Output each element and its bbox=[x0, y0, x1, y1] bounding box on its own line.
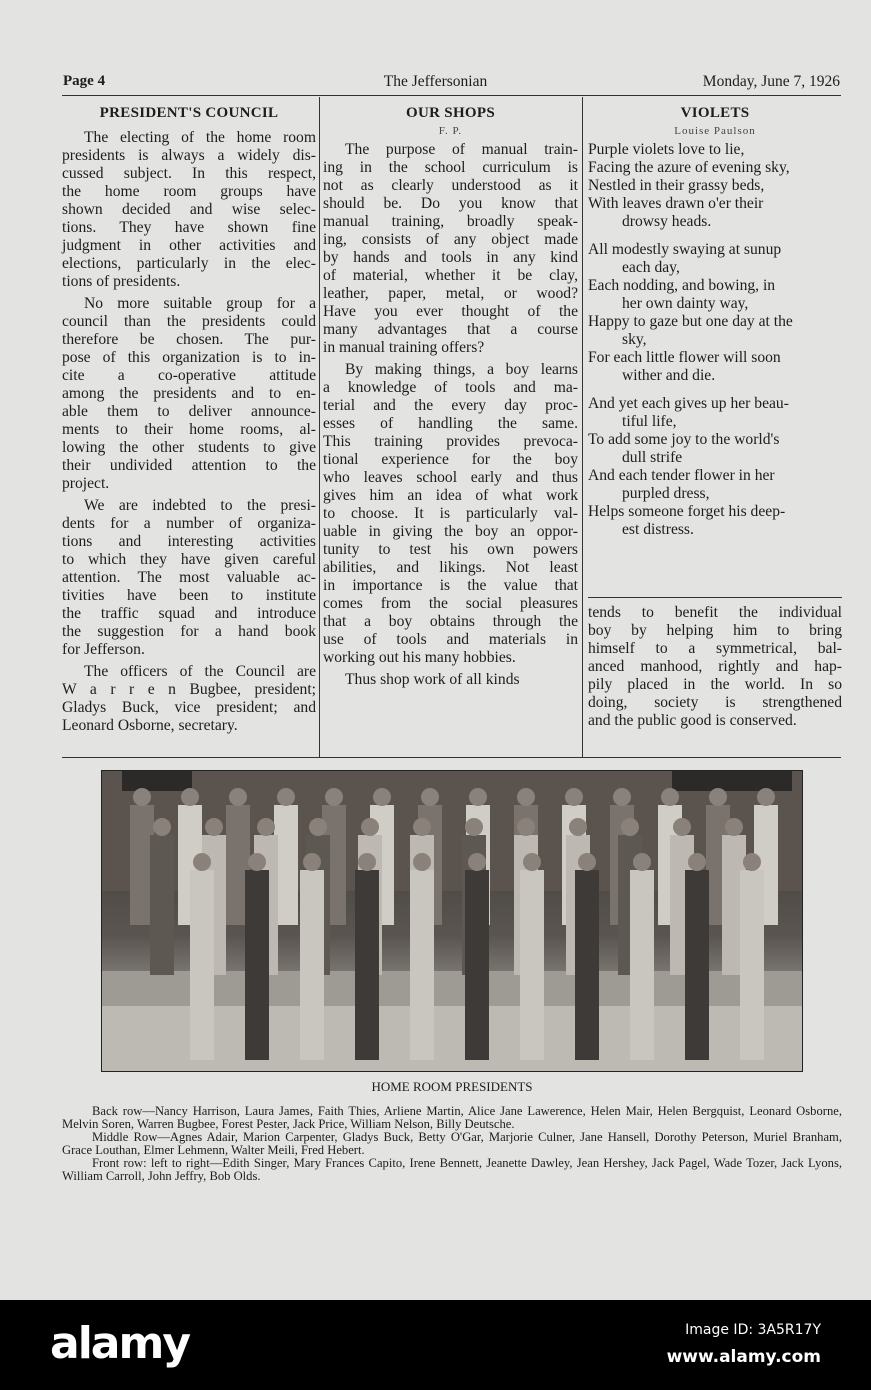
photo-caption bbox=[62, 1105, 842, 1183]
person-head bbox=[248, 853, 266, 871]
person-head bbox=[361, 818, 379, 836]
alamy-logo: alamy bbox=[50, 1318, 189, 1369]
text-line: himself to a symmetrical, bal- bbox=[588, 640, 842, 657]
issue-date: Monday, June 7, 1926 bbox=[702, 73, 840, 90]
person-head bbox=[523, 853, 541, 871]
text-line: lowing the other students to give bbox=[62, 439, 316, 456]
paragraph bbox=[323, 141, 578, 357]
text-line: project. bbox=[62, 475, 110, 492]
text-line: The purpose of manual train- bbox=[345, 141, 578, 158]
text-line: Happy to gaze but one day at the bbox=[588, 313, 793, 330]
paragraph bbox=[323, 671, 578, 689]
text-line: tiful life, bbox=[622, 413, 677, 430]
person-head bbox=[725, 818, 743, 836]
text-line: the home room groups have bbox=[62, 183, 316, 200]
poem-verse bbox=[588, 503, 842, 539]
text-line: gives him an idea of what work bbox=[323, 487, 578, 504]
poem-verse bbox=[588, 431, 842, 467]
person-head bbox=[661, 788, 679, 806]
our-shops-continuation bbox=[588, 604, 842, 730]
text-line: by hands and tools in any kind bbox=[323, 249, 578, 266]
paragraph bbox=[62, 129, 316, 291]
person-head bbox=[413, 853, 431, 871]
text-line: able them to deliver announce- bbox=[62, 403, 316, 420]
article-byline: F. P. bbox=[438, 125, 463, 137]
text-line: who leaves school early and thus bbox=[323, 469, 578, 486]
person bbox=[740, 870, 764, 1060]
text-line: All modestly swaying at sunup bbox=[588, 241, 782, 258]
text-line: her own dainty way, bbox=[622, 295, 749, 312]
person-head bbox=[709, 788, 727, 806]
caption-back-row: Back row—Nancy Harrison, Laura James, Faith Thies, Arliene Martin, Alice Jane Lawerence, Helen Mair, Helen Bergquist, Leonard Osborne, Melvin Soren, Warren Bugbee, Forest Pester, Jack Price, William Nelson, Billy Deutsche. bbox=[62, 1104, 842, 1131]
person bbox=[630, 870, 654, 1060]
text-line: The electing of the home room bbox=[84, 129, 316, 146]
text-line: the traffic squad and introduce bbox=[62, 605, 316, 622]
poem-stanza bbox=[588, 141, 842, 231]
text-line: of material, whether it be clay, bbox=[323, 267, 578, 284]
person bbox=[410, 870, 434, 1060]
poem-violets bbox=[588, 103, 842, 549]
person-head bbox=[673, 818, 691, 836]
person bbox=[150, 835, 174, 975]
person bbox=[465, 870, 489, 1060]
text-line: cite a co-operative attitude bbox=[62, 367, 316, 384]
person bbox=[245, 870, 269, 1060]
text-line: manual training, broadly speak- bbox=[323, 213, 578, 230]
alamy-url: www.alamy.com bbox=[666, 1347, 821, 1367]
text-line: use of tools and materials in bbox=[323, 631, 578, 648]
continuation-rule bbox=[588, 597, 842, 598]
text-line: Thus shop work of all kinds bbox=[345, 671, 520, 688]
text-line: their undivided attention to the bbox=[62, 457, 316, 474]
text-line: working out his many hobbies. bbox=[323, 649, 516, 666]
text-line: the suggestion for a hand book bbox=[62, 623, 316, 640]
text-line: in importance is the value that bbox=[323, 577, 578, 594]
article-title: OUR SHOPS bbox=[406, 105, 495, 121]
text-line: not as clearly understood as it bbox=[323, 177, 578, 194]
person bbox=[685, 870, 709, 1060]
poem-verse bbox=[588, 467, 842, 503]
text-line: dull strife bbox=[622, 449, 683, 466]
column-divider bbox=[582, 97, 583, 757]
person-head bbox=[205, 818, 223, 836]
text-line: drowsy heads. bbox=[622, 213, 712, 230]
text-line: wither and die. bbox=[622, 367, 716, 384]
person-head bbox=[578, 853, 596, 871]
watermark-footer bbox=[0, 1300, 871, 1390]
person-head bbox=[309, 818, 327, 836]
text-line: attention. The most valuable ac- bbox=[62, 569, 316, 586]
text-line: The officers of the Council are bbox=[84, 663, 316, 680]
poem-author: Louise Paulson bbox=[674, 125, 756, 137]
person-head bbox=[373, 788, 391, 806]
group-photo-home-room-presidents bbox=[101, 770, 803, 1072]
person-head bbox=[421, 788, 439, 806]
text-line: tunity to test his own powers bbox=[323, 541, 578, 558]
person bbox=[355, 870, 379, 1060]
text-line: to which they have given careful bbox=[62, 551, 316, 568]
text-line: Helps someone forget his deep- bbox=[588, 503, 786, 520]
text-line: Nestled in their grassy beds, bbox=[588, 177, 765, 194]
text-line: council than the presidents could bbox=[62, 313, 316, 330]
person-head bbox=[303, 853, 321, 871]
text-line: a knowledge of tools and ma- bbox=[323, 379, 578, 396]
person-head bbox=[181, 788, 199, 806]
person-head bbox=[277, 788, 295, 806]
text-line: in manual training offers? bbox=[323, 339, 485, 356]
text-line: that a boy obtains through the bbox=[323, 613, 578, 630]
text-line: tions and interesting activities bbox=[62, 533, 316, 550]
poem-stanza bbox=[588, 241, 842, 385]
person-head bbox=[469, 788, 487, 806]
poem-stanza bbox=[588, 395, 842, 539]
text-line: presidents is always a widely dis- bbox=[62, 147, 316, 164]
text-line: For each little flower will soon bbox=[588, 349, 781, 366]
column-divider bbox=[319, 97, 320, 757]
person-head bbox=[517, 818, 535, 836]
person bbox=[190, 870, 214, 1060]
text-line: By making things, a boy learns bbox=[345, 361, 578, 378]
text-line: uable in giving the boy an oppor- bbox=[323, 523, 578, 540]
text-line: ing, consists of any object made bbox=[323, 231, 578, 248]
text-line: among the presidents and to en- bbox=[62, 385, 316, 402]
newspaper-name: The Jeffersonian bbox=[383, 73, 488, 90]
group-photo-illustration bbox=[102, 771, 802, 1071]
text-line: purpled dress, bbox=[622, 485, 710, 502]
poem-verse bbox=[588, 313, 842, 349]
poem-title: VIOLETS bbox=[680, 105, 750, 121]
text-line: dents for a number of organiza- bbox=[62, 515, 316, 532]
person-head bbox=[743, 853, 761, 871]
poem-verse bbox=[588, 277, 842, 313]
person-head bbox=[465, 818, 483, 836]
person-head bbox=[257, 818, 275, 836]
poem-verse bbox=[588, 141, 842, 159]
text-line: should be. Do you know that bbox=[323, 195, 578, 212]
text-line: shown decided and wise selec- bbox=[62, 201, 316, 218]
text-line: Facing the azure of evening sky, bbox=[588, 159, 790, 176]
text-line: tivities have been to institute bbox=[62, 587, 316, 604]
person-head bbox=[133, 788, 151, 806]
text-line: Purple violets love to lie, bbox=[588, 141, 745, 158]
person-head bbox=[229, 788, 247, 806]
text-line: Gladys Buck, vice president; and bbox=[62, 699, 316, 716]
poem-verse bbox=[588, 395, 842, 431]
header-rule bbox=[62, 95, 841, 96]
caption-middle-row: Middle Row—Agnes Adair, Marion Carpenter, Gladys Buck, Betty O'Gar, Marjorie Culner, Jane Hansell, Dorothy Peterson, Muriel Branham, Grace Louthan, Elmer Lehmenn, Walter Meili, Fred Hebert. bbox=[62, 1130, 842, 1157]
text-line: To add some joy to the world's bbox=[588, 431, 780, 448]
paragraph bbox=[62, 295, 316, 493]
text-line: leather, paper, metal, or wood? bbox=[323, 285, 578, 302]
text-line: And each tender flower in her bbox=[588, 467, 775, 484]
text-line: therefore be chosen. The pur- bbox=[62, 331, 316, 348]
text-line: for Jefferson. bbox=[62, 641, 145, 658]
text-line: This training provides prevoca- bbox=[323, 433, 578, 450]
text-line: terial and the every day proc- bbox=[323, 397, 578, 414]
text-line: ing in the school curriculum is bbox=[323, 159, 578, 176]
person-head bbox=[613, 788, 631, 806]
text-line: With leaves drawn o'er their bbox=[588, 195, 764, 212]
text-line: tends to benefit the individual bbox=[588, 604, 842, 621]
person-head bbox=[358, 853, 376, 871]
text-line: esses of handling the same. bbox=[323, 415, 578, 432]
text-line: boy by helping him to bring bbox=[588, 622, 842, 639]
text-line: anced manhood, rightly and hap- bbox=[588, 658, 842, 675]
person-head bbox=[565, 788, 583, 806]
text-line: We are indebted to the presi- bbox=[84, 497, 316, 514]
poem-verse bbox=[588, 195, 842, 231]
text-line: and the public good is conserved. bbox=[588, 712, 797, 729]
paragraph bbox=[62, 497, 316, 659]
page-number: Page 4 bbox=[63, 73, 106, 89]
text-line: tions. They have shown fine bbox=[62, 219, 316, 236]
caption-front-row: Front row: left to right—Edith Singer, Mary Frances Capito, Irene Bennett, Jeanette Dawley, Jean Hershey, Jack Pagel, Wade Tozer, Jack Lyons, William Carroll, John Jeffry, Bob Olds. bbox=[62, 1156, 842, 1183]
article-our-shops bbox=[323, 103, 578, 693]
text-line: tions of presidents. bbox=[62, 273, 181, 290]
text-line: sky, bbox=[622, 331, 647, 348]
poem-verse bbox=[588, 159, 842, 177]
photo-caption-title: HOME ROOM PRESIDENTS bbox=[371, 1079, 533, 1094]
text-line: to choose. It is particularly val- bbox=[323, 505, 578, 522]
person-head bbox=[633, 853, 651, 871]
poem-verse bbox=[588, 349, 842, 385]
person-head bbox=[468, 853, 486, 871]
text-line: pily placed in the world. In so bbox=[588, 676, 842, 693]
text-line: doing, society is strengthened bbox=[588, 694, 842, 711]
text-line: W a r r e n Bugbee, president; bbox=[62, 681, 316, 698]
text-line: Each nodding, and bowing, in bbox=[588, 277, 776, 294]
text-line: tional experience for the boy bbox=[323, 451, 578, 468]
paragraph bbox=[588, 604, 842, 730]
paragraph bbox=[62, 663, 316, 735]
person bbox=[520, 870, 544, 1060]
text-line: est distress. bbox=[622, 521, 694, 538]
person bbox=[300, 870, 324, 1060]
text-line: judgment in other activities and bbox=[62, 237, 316, 254]
person bbox=[575, 870, 599, 1060]
person-head bbox=[193, 853, 211, 871]
person-head bbox=[325, 788, 343, 806]
text-line: elections, particularly in the elec- bbox=[62, 255, 316, 272]
person-head bbox=[621, 818, 639, 836]
text-line: each day, bbox=[622, 259, 680, 276]
person-head bbox=[517, 788, 535, 806]
text-line: Have you ever thought of the bbox=[323, 303, 578, 320]
text-line: Leonard Osborne, secretary. bbox=[62, 717, 238, 734]
poem-verse bbox=[588, 241, 842, 277]
text-line: ments to their home rooms, al- bbox=[62, 421, 316, 438]
article-presidents-council bbox=[62, 103, 316, 739]
text-line: many advantages that a course bbox=[323, 321, 578, 338]
text-line: comes from the social pleasures bbox=[323, 595, 578, 612]
person-head bbox=[413, 818, 431, 836]
paragraph bbox=[323, 361, 578, 667]
person-head bbox=[757, 788, 775, 806]
person-head bbox=[688, 853, 706, 871]
text-line: abilities, and likings. Not least bbox=[323, 559, 578, 576]
text-line: cussed subject. In this respect, bbox=[62, 165, 316, 182]
person-head bbox=[153, 818, 171, 836]
section-rule bbox=[62, 757, 841, 758]
text-line: pose of this organization is to in- bbox=[62, 349, 316, 366]
poem-verse bbox=[588, 177, 842, 195]
article-title: PRESIDENT'S COUNCIL bbox=[99, 105, 279, 121]
text-line: No more suitable group for a bbox=[84, 295, 316, 312]
text-line: And yet each gives up her beau- bbox=[588, 395, 789, 412]
image-id: Image ID: 3A5R17Y bbox=[685, 1322, 821, 1338]
person-head bbox=[569, 818, 587, 836]
